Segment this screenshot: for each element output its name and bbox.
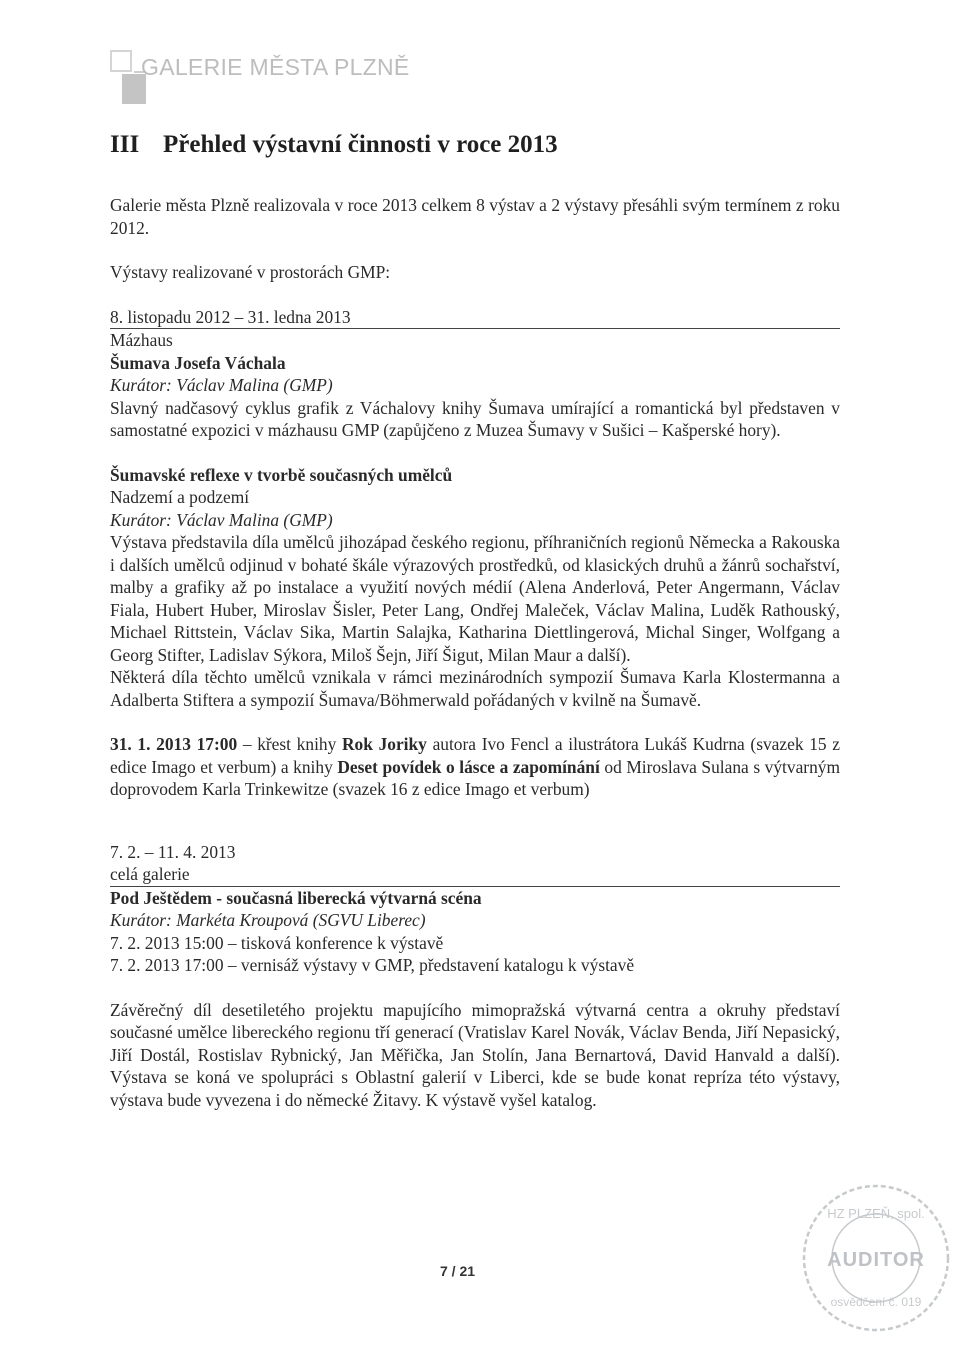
exhibition-curator: Kurátor: Václav Malina (GMP) (110, 375, 333, 395)
auditor-stamp-image (796, 1178, 956, 1338)
event-book-2: Deset povídek o lásce a zapomínání (337, 756, 600, 777)
svg-text:HZ PLZEŇ, spol.: HZ PLZEŇ, spol. (827, 1206, 925, 1221)
svg-text:osvědčení č. 019: osvědčení č. 019 (830, 1295, 922, 1309)
page-number: 7 / 21 (440, 1263, 476, 1279)
gallery-logo (110, 50, 410, 110)
exhibition-curator: Kurátor: Václav Malina (GMP) (110, 509, 333, 530)
exhibition-title: Šumava Josefa Váchala (110, 352, 286, 373)
exhibition-title: Pod Ještědem - současná liberecká výtvarná scéna (110, 887, 482, 908)
exhibition-entry-1 (110, 306, 840, 442)
logo-square-outline (110, 50, 132, 72)
event-book-1: Rok Joriky (341, 734, 427, 754)
exhibition-venue: celá galerie (110, 863, 840, 887)
exhibition-dates: 8. listopadu 2012 – 31. ledna 2013 (110, 306, 840, 330)
exhibition-description: Závěrečný díl desetiletého projektu mapujícího mimopražská výtvarná centra a okruhy představí současné umělce libereckého regionu tří generací (Vratislav Karel Novák, Václav Benda, Jiří Nepasický, Jiří Dostál, Rostislav Rybnický, Jan Měřička, Jan Stolín, Jana Bernartová, David Hanvald a další). Výstava se koná ve spolupráci s Oblastní galerií v Liberci, kde se bude konat repríza této výstavy, výstava bude vyvezena i do německé Žitavy. K výstavě vyšel katalog. (110, 999, 840, 1110)
section-title: Přehled výstavní činnosti v roce 2013 (163, 131, 558, 158)
exhibition-dates: 7. 2. – 11. 4. 2013 (110, 841, 236, 862)
event-paragraph: 31. 1. 2013 17:00 – křest knihy Rok Joriky autora Ivo Fencl a ilustrátora Lukáš Kudrna (svazek 15 z edice Imago et verbum) a knihy Deset povídek o lásce a zapomínání od Miroslava Sulana s výtvarným doprovodem Karla Trinkewitze (svazek 16 z edice Imago et verbum) (110, 734, 841, 799)
exhibition-entry-3 (110, 841, 840, 1112)
schedule-line-2: 7. 2. 2013 17:00 – vernisáž výstavy v GMP, představení katalogu k výstavě (110, 955, 635, 975)
exhibition-venue: Mázhaus (110, 330, 173, 350)
exhibition-note: Některá díla těchto umělců vznikala v rámci mezinárodních sympozií Šumava Karla Klostermanna a Adalberta Stiftera a sympozií Šumava/Böhmerwald pořádaných v kvilně na Šumavě. (110, 667, 840, 710)
section-heading (110, 130, 840, 160)
logo-text: GALERIE MĚSTA PLZNĚ (141, 54, 410, 80)
venue-subheading: Výstavy realizované v prostorách GMP: (110, 262, 391, 282)
exhibition-entry-2 (110, 464, 840, 712)
svg-text:AUDITOR: AUDITOR (827, 1249, 925, 1271)
exhibition-description: Slavný nadčasový cyklus grafik z Váchalovy knihy Šumava umírající a romantická byl představen v samostatné expozici v mázhausu GMP (zapůjčeno z Muzea Šumavy v Sušici – Kašperské hory). (110, 397, 840, 440)
exhibition-venue: Nadzemí a podzemí (110, 487, 250, 507)
section-number: III (110, 131, 140, 158)
schedule-line-1: 7. 2. 2013 15:00 – tisková konference k výstavě (110, 932, 444, 953)
document-body (110, 130, 840, 1111)
exhibition-description: Výstava představila díla umělců jihozápad českého regionu, příhraničních regionů Německa a Rakouska i dalších umělců odjinud v bohaté škále výrazových prostředků, od klasických druhů a žánrů sochařství, malby a grafiky až po instalace a využití nových médií (Alena Anderlová, Peter Angermann, Václav Fiala, Hubert Huber, Miroslav Šisler, Peter Lang, Ondřej Maleček, Václav Malina, Luděk Rathouský, Michael Rittstein, Václav Sika, Martin Salajka, Katharina Diettlingerová, Michal Singer, Wolfgang a Georg Stifter, Ladislav Sýkora, Miloš Šejn, Jiří Šigut, Milan Maur a další). (110, 532, 840, 665)
event-datetime: 31. 1. 2013 17:00 (110, 734, 238, 754)
exhibition-title: Šumavské reflexe v tvorbě současných umělců (110, 464, 453, 485)
intro-paragraph: Galerie města Plzně realizovala v roce 2013 celkem 8 výstav a 2 výstavy přesáhli svým termínem z roku 2012. (110, 195, 840, 238)
exhibition-curator: Kurátor: Markéta Kroupová (SGVU Liberec) (110, 910, 426, 930)
